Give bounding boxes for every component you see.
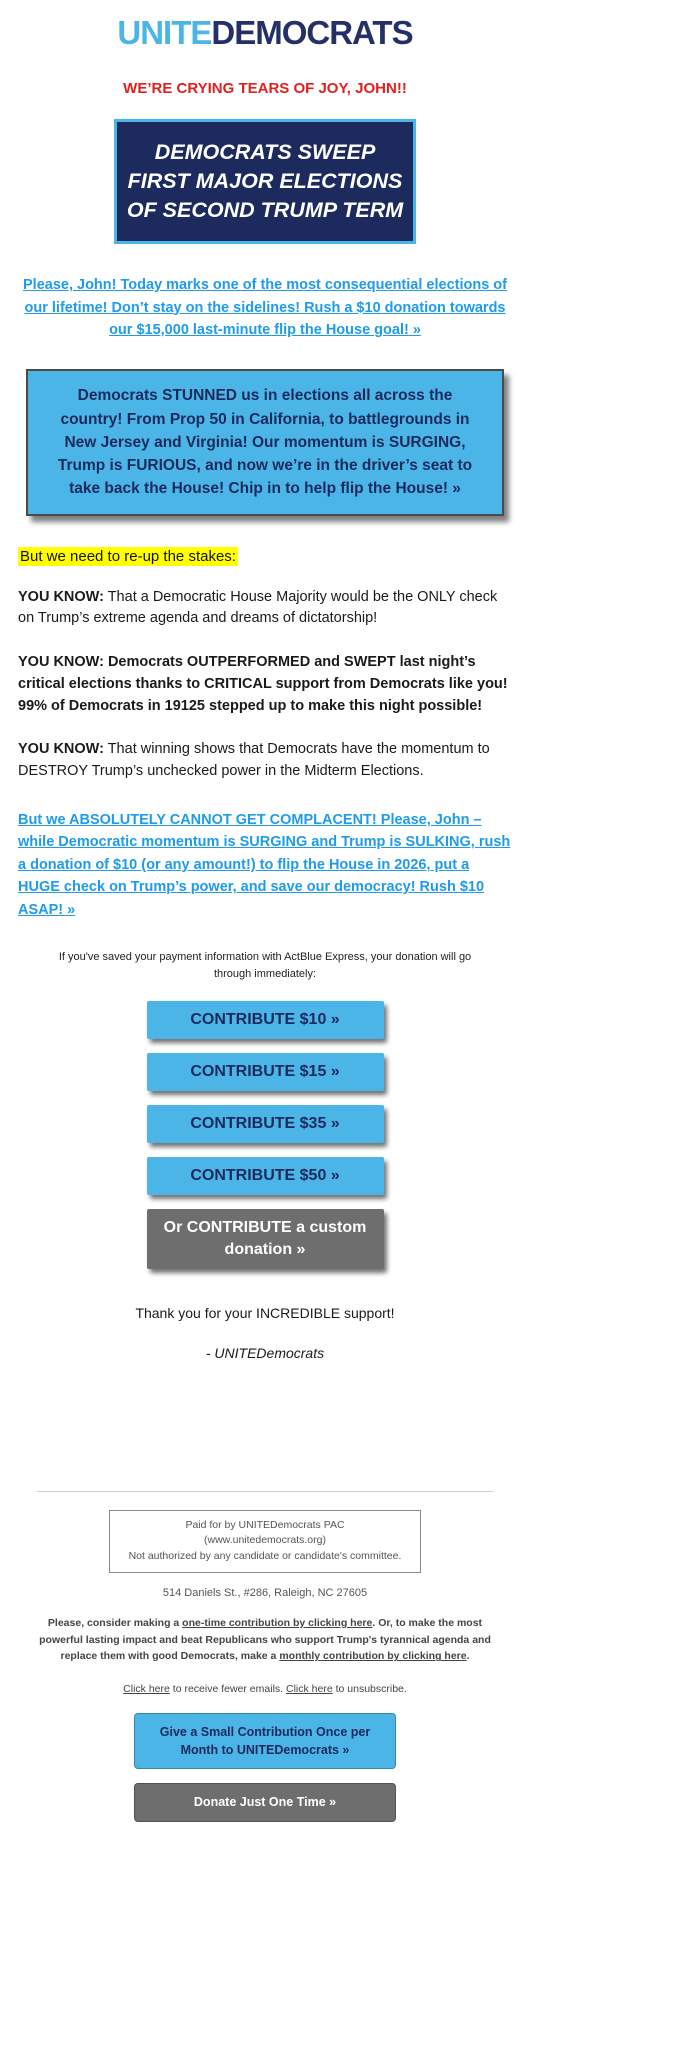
headline-banner bbox=[114, 119, 416, 244]
headline-banner-text: DEMOCRATS SWEEP FIRST MAJOR ELECTIONS OF SECOND TRUMP TERM bbox=[126, 140, 404, 223]
tears-of-joy-heading: WE’RE CRYING TEARS OF JOY, JOHN!! bbox=[123, 80, 407, 97]
monthly-contribution-button[interactable]: Give a Small Contribution Once per Month to UNITEDemocrats » bbox=[134, 1713, 396, 1769]
disclaimer-text-1: Please, consider making a bbox=[47, 1616, 183, 1629]
logo bbox=[18, 14, 512, 52]
contribute-15-button[interactable]: CONTRIBUTE $15 » bbox=[147, 1053, 384, 1091]
you-know-paragraph-3 bbox=[18, 739, 512, 783]
monthly-contribution-link[interactable]: monthly contribution by clicking here bbox=[279, 1650, 467, 1663]
paid-for-line-1: Paid for by UNITEDemocrats PAC bbox=[185, 1518, 345, 1531]
fewer-emails-link[interactable]: Click here bbox=[123, 1683, 170, 1696]
thank-you-line: Thank you for your INCREDIBLE support! bbox=[135, 1304, 395, 1321]
stakes-line bbox=[18, 548, 512, 565]
you-know-bold-1: YOU KNOW: bbox=[18, 588, 104, 605]
momentum-callout-text: Democrats STUNNED us in elections all across the country! From Prop 50 in California, to battlegrounds in New Jersey and Virginia! Our momentum is SURGING, Trump is FURIOUS, and now we’re in the driver’s seat to take back the House! Chip in to help flip the House! » bbox=[57, 387, 473, 498]
donation-link-primary[interactable]: Please, John! Today marks one of the most consequential elections of our lifetime! Don’t stay on the sidelines! Rush a $10 donation towards our $15,000 last-minute flip the House goal! » bbox=[23, 277, 507, 338]
you-know-rest-1: That a Democratic House Majority would be the ONLY check on Trump’s extreme agenda and dreams of dictatorship! bbox=[18, 588, 498, 627]
disclaimer-text-2: . Or, to make the most powerful lasting impact and beat Republicans who support Trump's tyrannical agenda and replace them with good Democrats, make a bbox=[39, 1616, 491, 1663]
paid-for-box bbox=[109, 1510, 421, 1573]
mailing-address: 514 Daniels St., #286, Raleigh, NC 27605 bbox=[162, 1586, 368, 1599]
stakes-highlight: But we need to re-up the stakes: bbox=[20, 547, 236, 565]
one-time-contribution-link[interactable]: one-time contribution by clicking here bbox=[182, 1616, 373, 1629]
signoff-line: - UNITEDemocrats bbox=[205, 1344, 325, 1361]
you-know-rest-3: That winning shows that Democrats have the momentum to DESTROY Trump’s unchecked power in the Midterm Elections. bbox=[18, 741, 490, 780]
footer-divider bbox=[37, 1491, 493, 1492]
momentum-callout-box[interactable] bbox=[26, 369, 504, 515]
logo-democrats-text: DEMOCRATS bbox=[211, 14, 413, 51]
disclaimer-text-3: . bbox=[466, 1650, 470, 1663]
paid-for-line-3: Not authorized by any candidate or candidate's committee. bbox=[128, 1550, 402, 1563]
email-preferences-line bbox=[18, 1683, 512, 1695]
one-time-donation-button[interactable]: Donate Just One Time » bbox=[134, 1783, 396, 1821]
you-know-paragraph-2 bbox=[18, 652, 512, 717]
you-know-paragraph-1 bbox=[18, 587, 512, 631]
fewer-emails-text: to receive fewer emails. bbox=[169, 1683, 286, 1696]
logo-unite-text: UNITE bbox=[117, 14, 212, 51]
unsubscribe-link[interactable]: Click here bbox=[286, 1683, 333, 1696]
donation-link-secondary[interactable]: But we ABSOLUTELY CANNOT GET COMPLACENT! Please, John – while Democratic momentum is SURGING and Trump is SULKING, rush a donation of $10 (or any amount!) to flip the House in 2026, put a HUGE check on Trump’s power, and save our democracy! Rush $10 ASAP! » bbox=[18, 811, 511, 918]
paid-for-line-2: (www.unitedemocrats.org) bbox=[204, 1534, 326, 1547]
contribution-disclaimer bbox=[28, 1615, 502, 1665]
contribute-custom-button[interactable]: Or CONTRIBUTE a custom donation » bbox=[147, 1209, 384, 1268]
contribute-50-button[interactable]: CONTRIBUTE $50 » bbox=[147, 1157, 384, 1195]
contribute-35-button[interactable]: CONTRIBUTE $35 » bbox=[147, 1105, 384, 1143]
actblue-express-note: If you've saved your payment information with ActBlue Express, your donation will go through immediately: bbox=[58, 951, 472, 981]
unsubscribe-text: to unsubscribe. bbox=[332, 1683, 407, 1696]
you-know-bold-2: YOU KNOW: Democrats OUTPERFORMED and SWEPT last night’s critical elections thanks to CRITICAL support from Democrats like you! 99% of Democrats in 19125 stepped up to make this night possible! bbox=[18, 654, 508, 714]
you-know-bold-3: YOU KNOW: bbox=[18, 741, 104, 758]
contribute-10-button[interactable]: CONTRIBUTE $10 » bbox=[147, 1001, 384, 1039]
